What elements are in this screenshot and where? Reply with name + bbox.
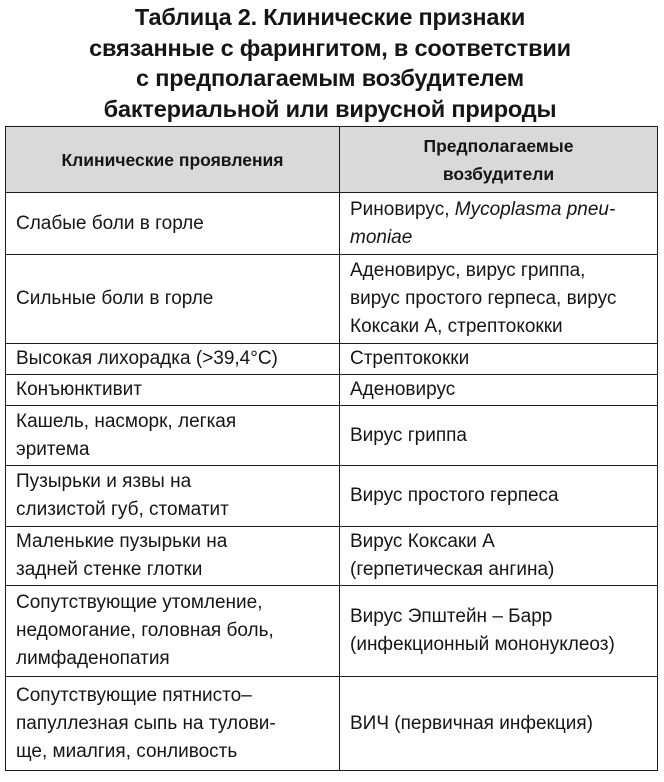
header-manifestations: Клинические проявления [6,127,340,193]
manifestation-cell: Пузырьки и язвы на слизистой губ, стоматит [6,466,340,527]
pathogen-cell: Вирус Коксаки А (герпетическая ангина) [340,527,658,586]
header-pathogens: Предполагаемые возбудители [340,127,658,193]
manifestation-cell: Сильные боли в горле [6,255,340,344]
pathogen-cell: Вирус Эпштейн – Барр (инфекционный мононуклеоз) [340,586,658,677]
manifestation-cell: Слабые боли в горле [6,193,340,255]
table-row [6,586,658,677]
manifestation-cell: Маленькие пузырьки на задней стенке глотки [6,527,340,586]
manifestation-cell: Кашель, насморк, легкая эритема [6,406,340,466]
pharyngitis-table [5,126,658,771]
table-title: Таблица 2. Клинические признаки связанные с фарингитом, в соответствии с предполагаемым возбудителем бактериальной или вирусной природы [89,4,571,122]
manifestation-cell: Высокая лихорадка (>39,4°С) [6,344,340,375]
pathogen-cell: Вирус гриппа [340,406,658,466]
manifestation-cell: Конъюнктивит [6,375,340,406]
pathogen-cell: Аденовирус, вирус гриппа, вирус простого герпеса, вирус Коксаки А, стрептококки [340,255,658,344]
table-row [6,375,658,406]
manifestation-cell: Сопутствующие пятнисто– папуллезная сыпь на тулови- ще, миалгия, сонливость [6,677,340,771]
table-row [6,255,658,344]
pathogen-cell [340,193,658,255]
table-row [6,193,658,255]
manifestation-cell: Сопутствующие утомление, недомогание, головная боль, лимфаденопатия [6,586,340,677]
table-row [6,406,658,466]
pathogen-cell: ВИЧ (первичная инфекция) [340,677,658,771]
table-row [6,344,658,375]
header-row [6,127,658,193]
table-row [6,466,658,527]
pathogen-cell: Стрептококки [340,344,658,375]
pathogen-latin-name: Mycoplasma pneu- moniae [350,198,616,248]
pathogen-text: Риновирус, [350,198,455,220]
table-row [6,527,658,586]
pathogen-cell: Аденовирус [340,375,658,406]
table-row [6,677,658,771]
pathogen-cell: Вирус простого герпеса [340,466,658,527]
